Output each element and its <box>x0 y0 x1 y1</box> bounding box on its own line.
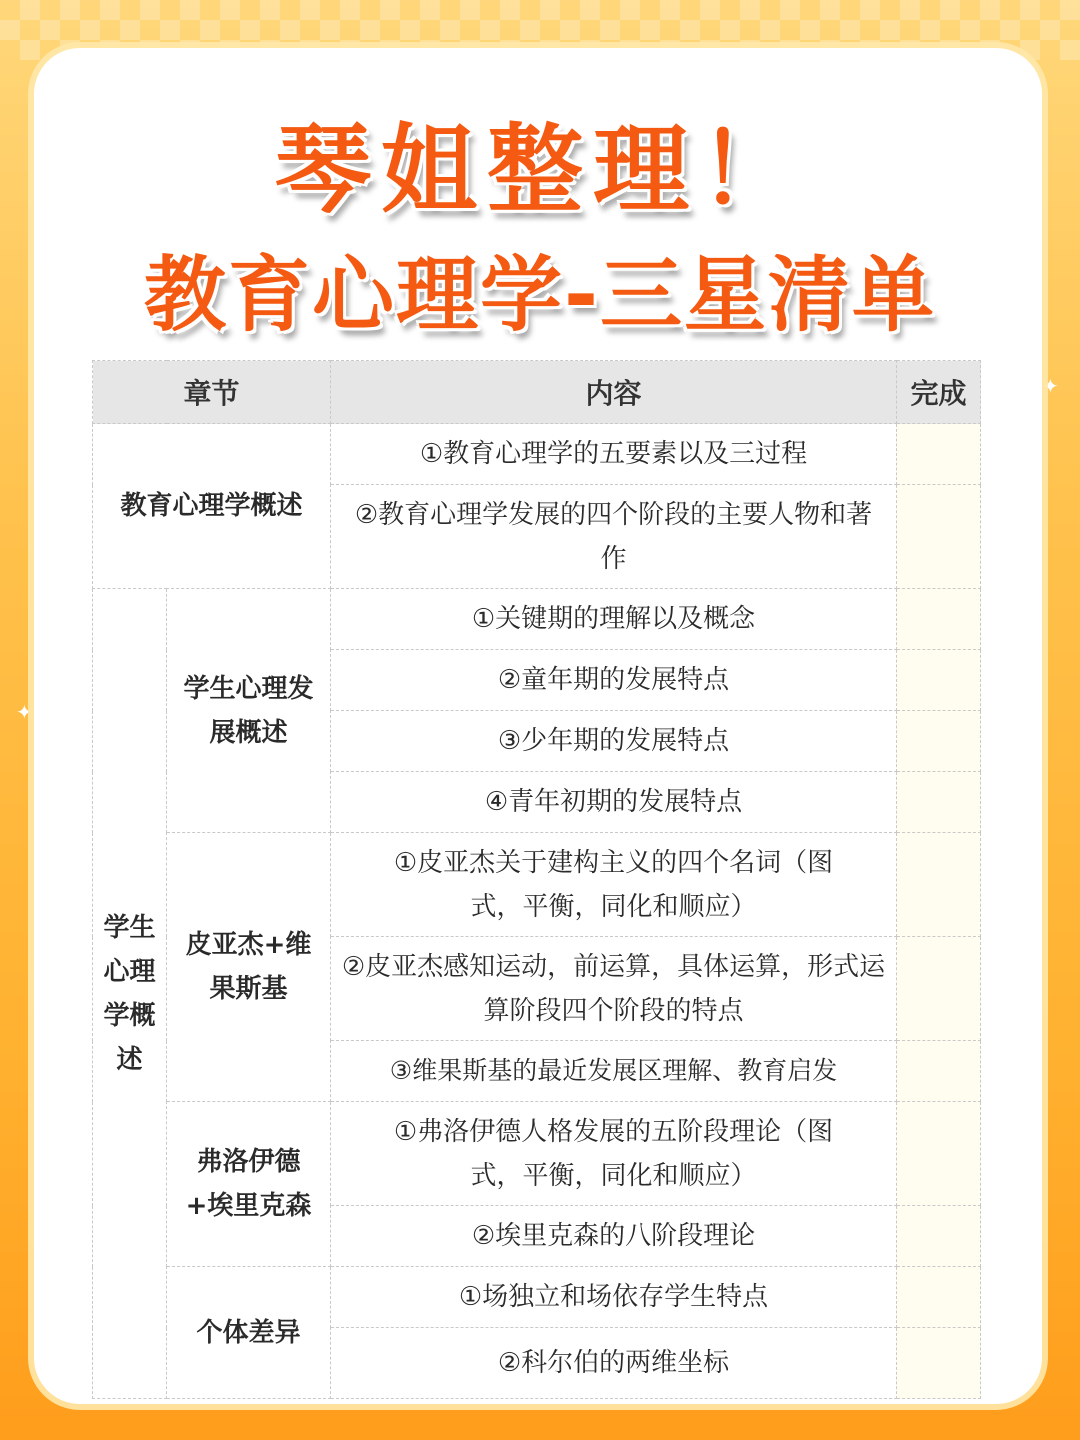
subsection-name: 弗洛伊德+埃里克森 <box>167 1102 331 1267</box>
done-checkbox-cell[interactable] <box>897 1328 981 1399</box>
sparkle-icon: ✦ <box>1042 374 1059 398</box>
header-done: 完成 <box>897 361 981 424</box>
content-item: ①弗洛伊德人格发展的五阶段理论（图式，平衡，同化和顺应） <box>331 1102 897 1206</box>
done-checkbox-cell[interactable] <box>897 485 981 589</box>
content-item: ②童年期的发展特点 <box>331 650 897 711</box>
content-item: ②埃里克森的八阶段理论 <box>331 1206 897 1267</box>
sparkle-icon: ✦ <box>16 700 33 724</box>
content-item: ③维果斯基的最近发展区理解、教育启发 <box>331 1041 897 1102</box>
subsection-name: 皮亚杰+维果斯基 <box>167 833 331 1102</box>
chapter-name: 学生心理学概述 <box>93 589 167 1399</box>
content-item: ①教育心理学的五要素以及三过程 <box>331 424 897 485</box>
table-row <box>93 1102 981 1206</box>
page-subtitle: 教育心理学-三星清单 <box>143 248 937 343</box>
done-checkbox-cell[interactable] <box>897 589 981 650</box>
subsection-name: 学生心理发展概述 <box>167 589 331 833</box>
done-checkbox-cell[interactable] <box>897 711 981 772</box>
table-row <box>93 424 981 485</box>
content-item: ①场独立和场依存学生特点 <box>331 1267 897 1328</box>
done-checkbox-cell[interactable] <box>897 833 981 937</box>
content-item: ②科尔伯的两维坐标 <box>331 1328 897 1399</box>
done-checkbox-cell[interactable] <box>897 424 981 485</box>
page-title: 琴姐整理！ <box>275 114 805 226</box>
subsection-name: 个体差异 <box>167 1267 331 1399</box>
done-checkbox-cell[interactable] <box>897 937 981 1041</box>
done-checkbox-cell[interactable] <box>897 1267 981 1328</box>
done-checkbox-cell[interactable] <box>897 650 981 711</box>
table-row <box>93 833 981 937</box>
done-checkbox-cell[interactable] <box>897 1041 981 1102</box>
done-checkbox-cell[interactable] <box>897 772 981 833</box>
chapter-name: 教育心理学概述 <box>93 424 331 589</box>
header-chapter: 章节 <box>93 361 331 424</box>
table-header-row <box>93 361 981 424</box>
content-item: ②教育心理学发展的四个阶段的主要人物和著作 <box>331 485 897 589</box>
table-row <box>93 1267 981 1328</box>
content-item: ④青年初期的发展特点 <box>331 772 897 833</box>
done-checkbox-cell[interactable] <box>897 1206 981 1267</box>
content-item: ①关键期的理解以及概念 <box>331 589 897 650</box>
done-checkbox-cell[interactable] <box>897 1102 981 1206</box>
content-item: ③少年期的发展特点 <box>331 711 897 772</box>
checklist-table <box>92 360 981 1399</box>
content-item: ①皮亚杰关于建构主义的四个名词（图式，平衡，同化和顺应） <box>331 833 897 937</box>
content-item: ②皮亚杰感知运动，前运算，具体运算，形式运算阶段四个阶段的特点 <box>331 937 897 1041</box>
table-row <box>93 589 981 650</box>
header-content: 内容 <box>331 361 897 424</box>
